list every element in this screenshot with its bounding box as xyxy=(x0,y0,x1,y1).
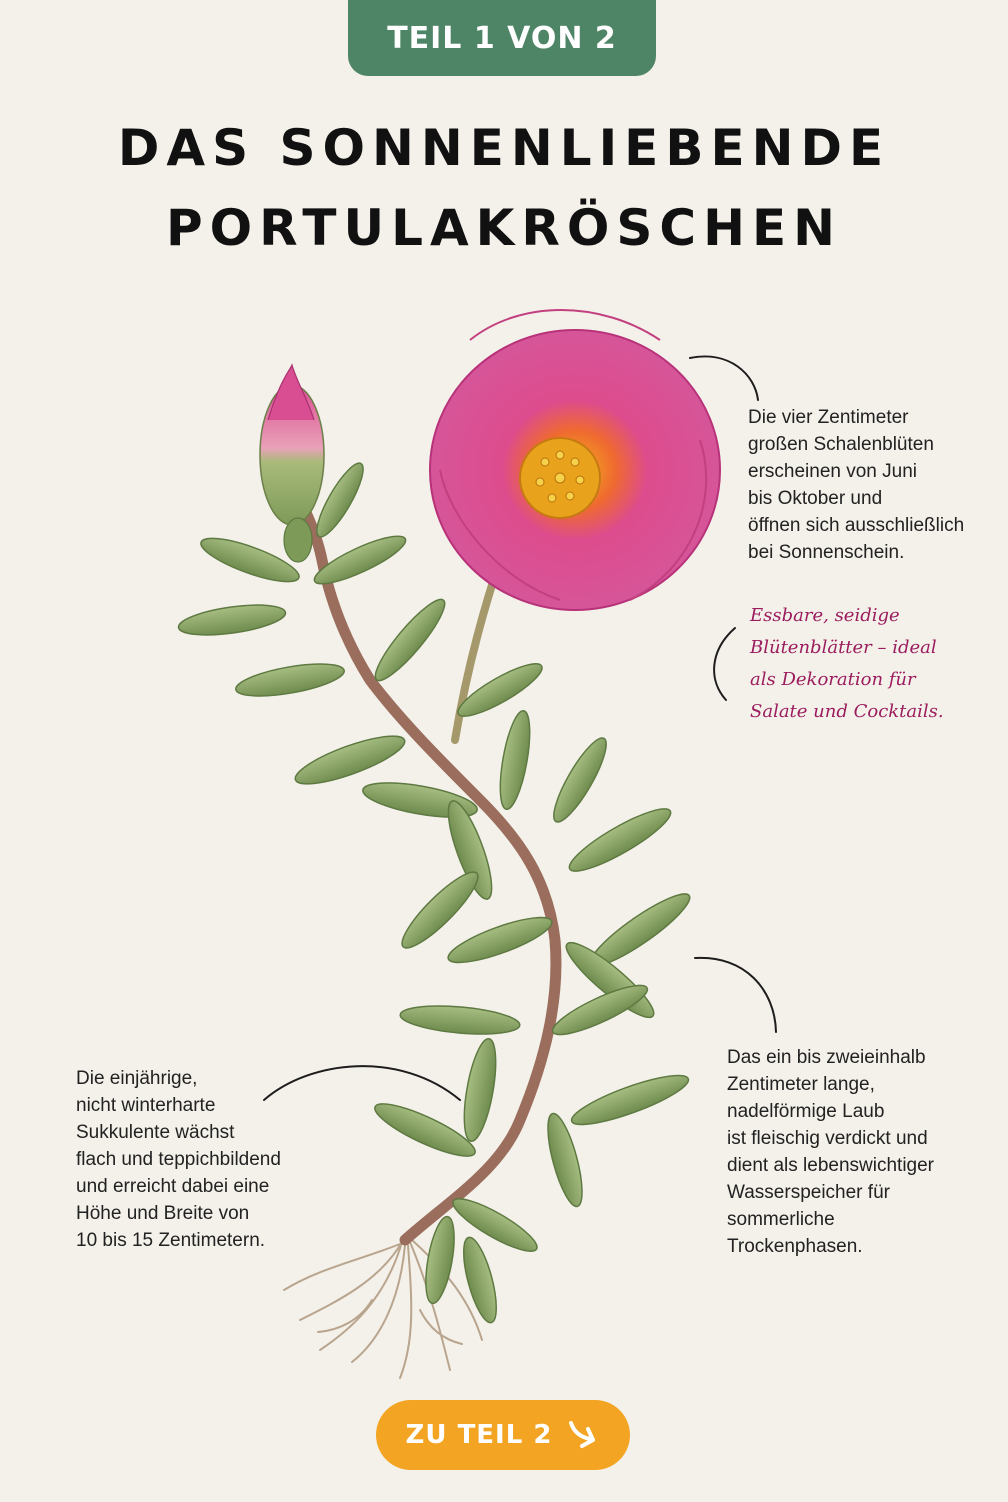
note-leaf-line: Trockenphasen. xyxy=(727,1236,863,1257)
note-flower xyxy=(748,404,964,566)
note-leaf-line: Zentimeter lange, xyxy=(727,1074,875,1095)
note-plant-line: Sukkulente wächst xyxy=(76,1122,235,1143)
note-plant-line: Die einjährige, xyxy=(76,1068,198,1089)
note-flower-line: bis Oktober und xyxy=(748,488,883,509)
note-plant-line: flach und teppichbildend xyxy=(76,1149,281,1170)
note-edible-line: Blütenblätter – ideal xyxy=(750,637,937,658)
note-leaf-line: Wasserspeicher für xyxy=(727,1182,890,1203)
note-plant-line: und erreicht dabei eine xyxy=(76,1176,270,1197)
note-plant-line: Höhe und Breite von xyxy=(76,1203,250,1224)
next-part-label: ZU TEIL 2 xyxy=(405,1420,553,1450)
note-flower-line: bei Sonnenschein. xyxy=(748,542,905,563)
arrow-down-right-icon xyxy=(566,1418,600,1452)
note-leaf-line: ist fleischig verdickt und xyxy=(727,1128,928,1149)
note-flower-line: erscheinen von Juni xyxy=(748,461,917,482)
title-line-1: DAS SONNENLIEBENDE xyxy=(117,119,891,177)
note-plant-line: nicht winterharte xyxy=(76,1095,216,1116)
note-flower-line: öffnen sich ausschließlich xyxy=(748,515,965,536)
note-edible-line: Essbare, seidige xyxy=(750,605,900,626)
part-badge-label: TEIL 1 VON 2 xyxy=(387,20,617,56)
note-edible-line: als Dekoration für xyxy=(750,669,916,690)
next-part-button[interactable] xyxy=(376,1400,630,1470)
note-plant-line: 10 bis 15 Zentimetern. xyxy=(76,1230,266,1251)
note-leaf-line: nadelförmige Laub xyxy=(727,1101,885,1122)
note-edible-line: Salate und Cocktails. xyxy=(750,701,944,722)
note-leaf-line: sommerliche xyxy=(727,1209,835,1230)
note-flower-line: großen Schalenblüten xyxy=(748,434,934,455)
note-leaf-line: Das ein bis zweieinhalb xyxy=(727,1047,926,1068)
note-flower-line: Die vier Zentimeter xyxy=(748,407,909,428)
title-line-2: PORTULAKRÖSCHEN xyxy=(166,199,842,257)
note-edible xyxy=(750,600,944,728)
flower-bloom xyxy=(430,310,720,610)
note-leaf-line: dient als lebenswichtiger xyxy=(727,1155,935,1176)
note-plant xyxy=(76,1065,281,1254)
note-leaf xyxy=(727,1044,934,1260)
